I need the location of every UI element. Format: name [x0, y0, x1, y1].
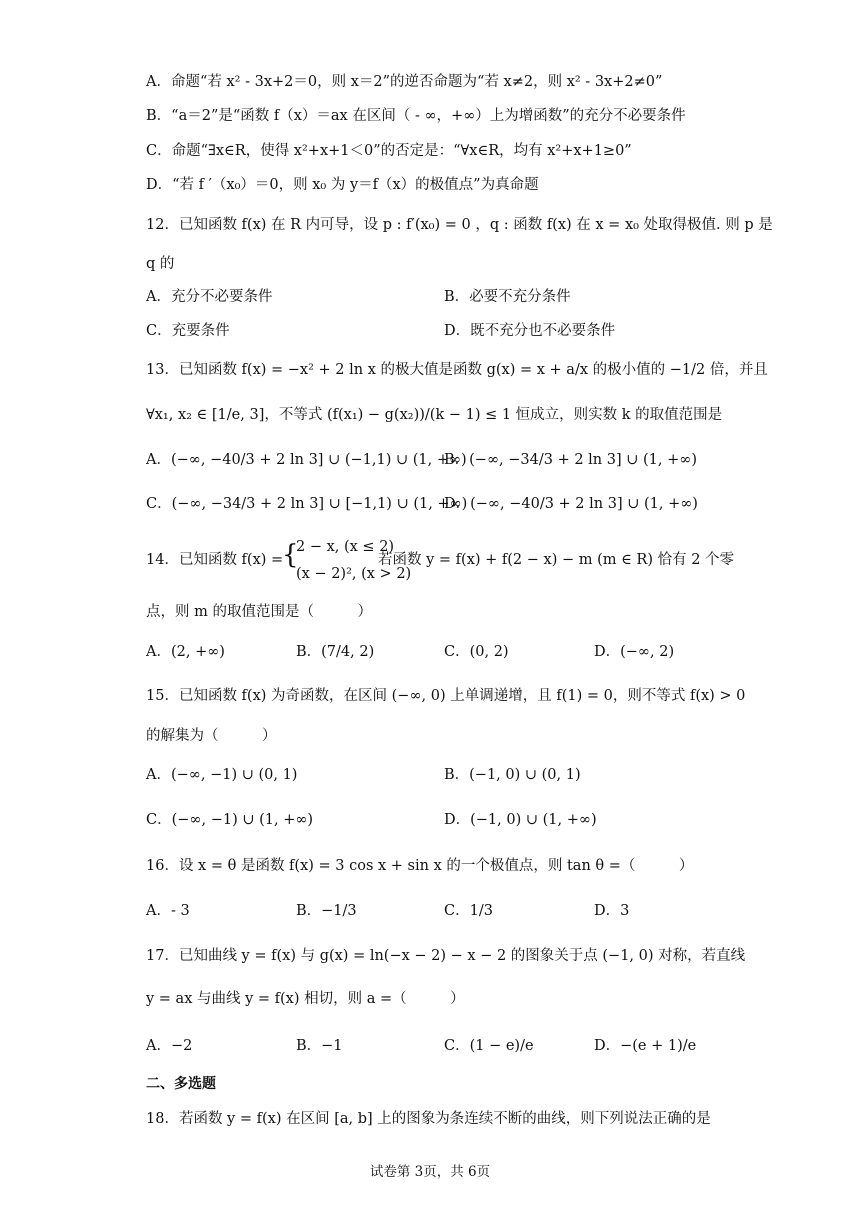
q13-option-d: D．(−∞, −40/3 + 2 ln 3] ∪ (1, +∞): [444, 496, 698, 512]
q14-case-2: (x − 2)², (x > 2): [296, 566, 412, 582]
page-footer: 试卷第 3页，共 6页: [369, 1164, 491, 1180]
q16-stem: 16．设 x = θ 是函数 f(x) = 3 cos x + sin x 的一个极值点，则 tan θ =（ ）: [146, 858, 694, 874]
q16-option-c: C．1/3: [444, 903, 493, 919]
q12-option-b: B．必要不充分条件: [444, 289, 571, 305]
q16-option-b: B．−1/3: [296, 903, 357, 919]
q13-option-a: A．(−∞, −40/3 + 2 ln 3] ∪ (−1,1) ∪ (1, +∞): [146, 452, 467, 468]
q14-piecewise-brace: {: [282, 540, 299, 570]
q15-option-c: C．(−∞, −1) ∪ (1, +∞): [146, 812, 314, 828]
q13-option-c: C．(−∞, −34/3 + 2 ln 3] ∪ [−1,1) ∪ (1, +∞): [146, 496, 468, 512]
q13-stem-line1: 13．已知函数 f(x) = −x² + 2 ln x 的极大值是函数 g(x) = x + a/x 的极小值的 −1/2 倍，并且: [146, 362, 768, 378]
q15-option-b: B．(−1, 0) ∪ (0, 1): [444, 767, 581, 783]
q16-option-a: A．- 3: [146, 903, 190, 919]
q17-option-d: D．−(e + 1)/e: [594, 1038, 697, 1054]
q14-case-1: 2 − x, (x ≤ 2): [296, 539, 395, 555]
q17-option-a: A．−2: [146, 1038, 193, 1054]
q17-option-c: C．(1 − e)/e: [444, 1038, 534, 1054]
q11-option-b: B．“a＝2”是“函数 f（x）＝ax 在区间（ - ∞，+∞）上为增函数”的充分不必要条件: [146, 108, 686, 124]
q15-option-d: D．(−1, 0) ∪ (1, +∞): [444, 812, 597, 828]
q11-option-c: C．命题“∃x∈R，使得 x²+x+1＜0”的否定是：“∀x∈R，均有 x²+x+1≥0”: [146, 143, 632, 159]
q14-option-d: D．(−∞, 2): [594, 644, 675, 660]
q11-option-a: A．命题“若 x² - 3x+2＝0，则 x＝2”的逆否命题为“若 x≠2，则 x² - 3x+2≠0”: [146, 74, 663, 90]
q14-stem-prefix: 14．已知函数 f(x) =: [146, 552, 284, 568]
q14-stem-line2: 点，则 m 的取值范围是（ ）: [146, 604, 372, 620]
q17-option-b: B．−1: [296, 1038, 343, 1054]
q12-option-c: C．充要条件: [146, 323, 230, 339]
q17-stem-line1: 17．已知曲线 y = f(x) 与 g(x) = ln(−x − 2) − x − 2 的图象关于点 (−1, 0) 对称，若直线: [146, 948, 746, 964]
q16-option-d: D．3: [594, 903, 630, 919]
q14-option-b: B．(7/4, 2): [296, 644, 375, 660]
q14-option-a: A．(2, +∞): [146, 644, 225, 660]
q13-option-b: B．(−∞, −34/3 + 2 ln 3] ∪ (1, +∞): [444, 452, 697, 468]
q18-stem: 18．若函数 y = f(x) 在区间 [a, b] 上的图象为条连续不断的曲线，则下列说法正确的是: [146, 1111, 711, 1127]
q15-option-a: A．(−∞, −1) ∪ (0, 1): [146, 767, 298, 783]
q17-stem-line2: y = ax 与曲线 y = f(x) 相切，则 a =（ ）: [146, 991, 465, 1007]
section-heading-multiple-choice: 二、多选题: [146, 1076, 216, 1092]
q14-option-c: C．(0, 2): [444, 644, 509, 660]
q15-stem-line1: 15．已知函数 f(x) 为奇函数，在区间 (−∞, 0) 上单调递增，且 f(1) = 0，则不等式 f(x) > 0: [146, 688, 746, 704]
q12-stem-line1: 12．已知函数 f(x) 在 R 内可导，设 p : f′(x₀) = 0 ，q : 函数 f(x) 在 x = x₀ 处取得极值. 则 p 是: [146, 217, 773, 233]
q11-option-d: D．“若 f ′（x₀）＝0，则 x₀ 为 y＝f（x）的极值点”为真命题: [146, 177, 539, 193]
q12-option-a: A．充分不必要条件: [146, 289, 273, 305]
q12-option-d: D．既不充分也不必要条件: [444, 323, 616, 339]
q15-stem-line2: 的解集为（ ）: [146, 728, 277, 744]
q14-stem-suffix: 若函数 y = f(x) + f(2 − x) − m (m ∈ R) 恰有 2 个零: [378, 552, 735, 568]
q12-stem-line2: q 的: [146, 256, 175, 272]
q13-stem-line2: ∀x₁, x₂ ∈ [1/e, 3]，不等式 (f(x₁) − g(x₂))/(k − 1) ≤ 1 恒成立，则实数 k 的取值范围是: [146, 407, 723, 423]
